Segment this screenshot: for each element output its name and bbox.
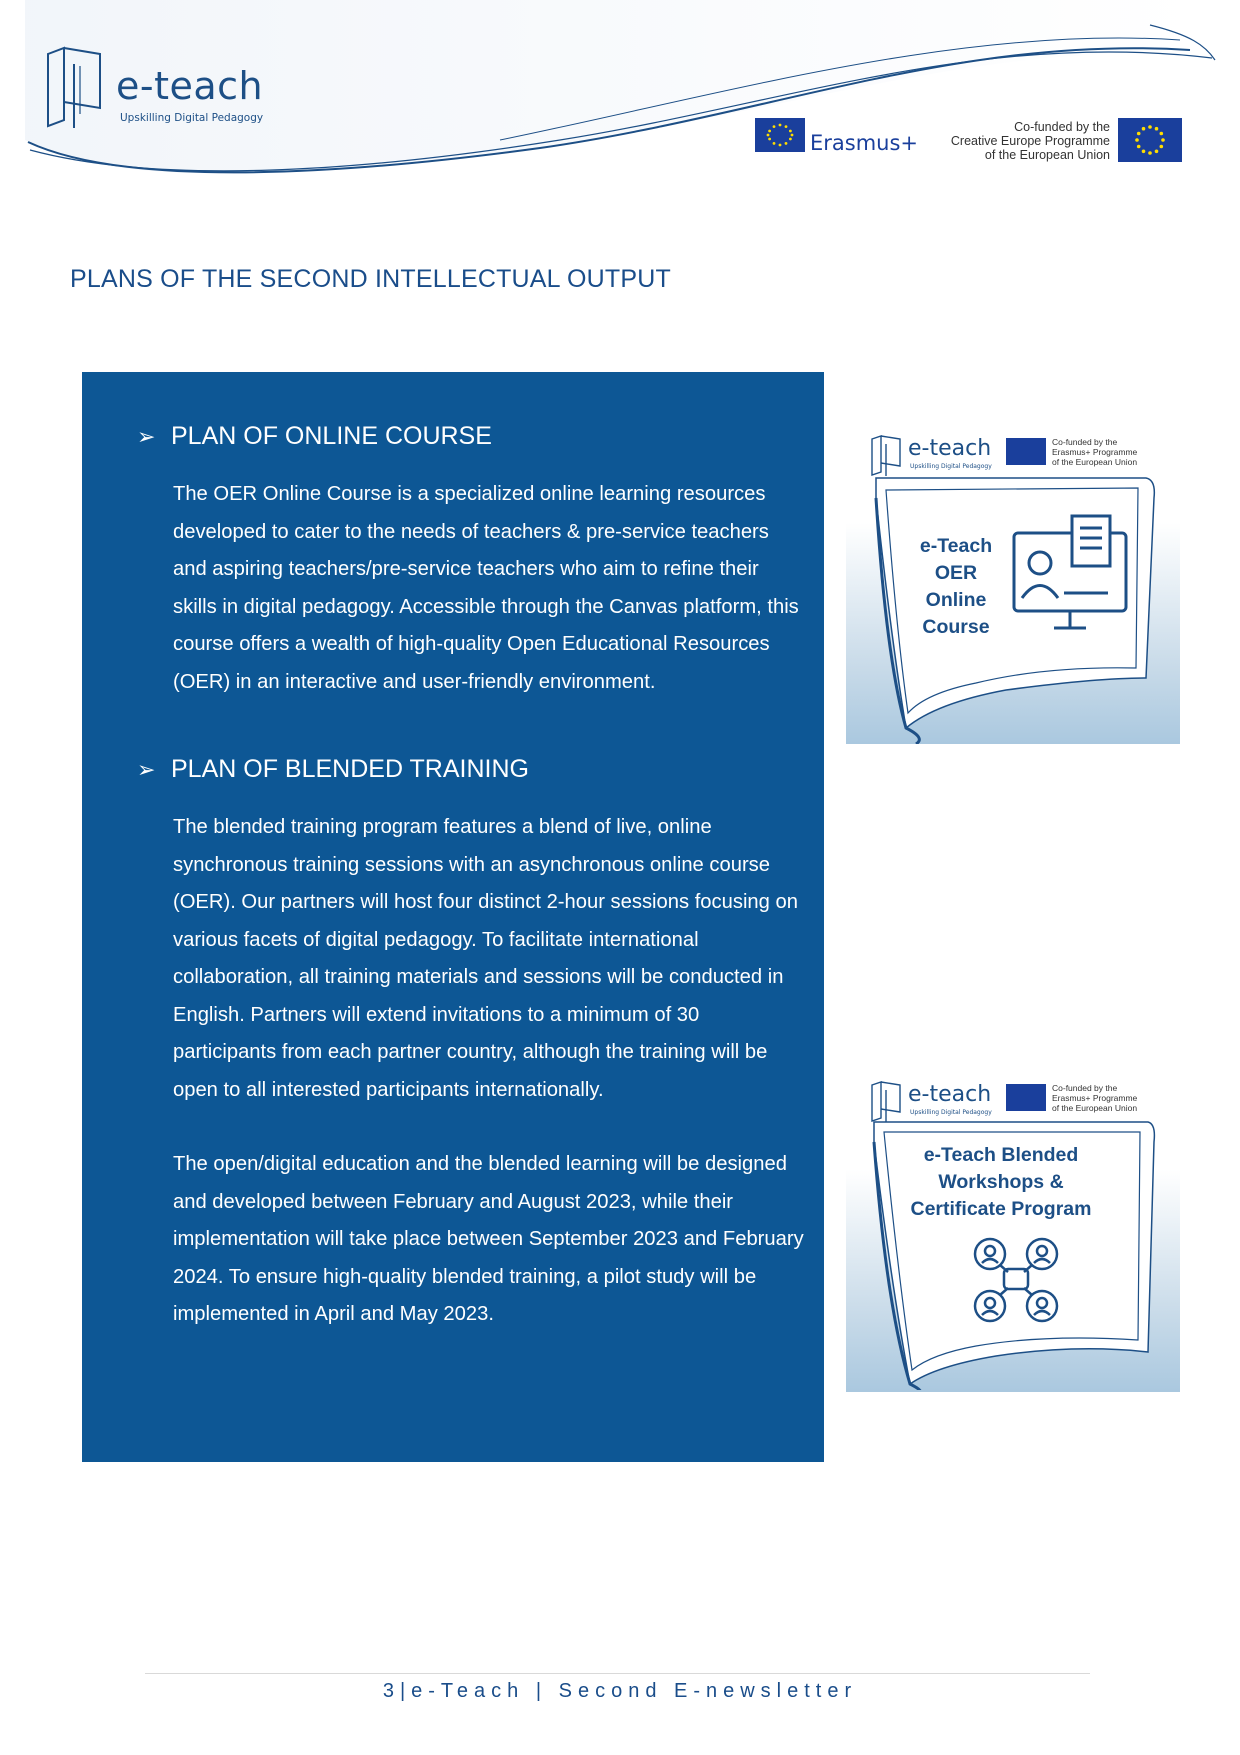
cofunded-line: of the European Union <box>1052 1103 1138 1113</box>
eteach-book-icon <box>44 44 102 128</box>
plans-panel <box>82 372 824 1462</box>
arrow-bullet-icon: ➢ <box>137 424 156 449</box>
cofunded-line: Creative Europe Programme <box>950 134 1110 148</box>
cofunded-line: Erasmus+ Programme <box>1052 1093 1138 1103</box>
arrow-bullet-icon: ➢ <box>137 757 156 782</box>
card-logo-name: e-teach <box>908 1082 992 1107</box>
eu-flag-icon <box>755 118 805 152</box>
oer-online-course-card <box>846 428 1180 744</box>
logo-tagline: Upskilling Digital Pedagogy <box>120 112 264 124</box>
cofunded-text <box>930 120 1110 162</box>
card-logo-tagline: Upskilling Digital Pedagogy <box>910 463 992 470</box>
card-title-line: Online <box>925 589 987 611</box>
eu-flag-icon <box>1118 118 1182 162</box>
card-title <box>901 1142 1101 1223</box>
cofunded-line: of the European Union <box>1052 457 1138 467</box>
section-heading-text: PLAN OF ONLINE COURSE <box>171 422 492 450</box>
card-title-line: Certificate Program <box>910 1198 1092 1220</box>
eu-flag-icon <box>1006 1084 1046 1111</box>
logo-name: e-teach <box>116 64 264 108</box>
footer-divider <box>145 1673 1090 1674</box>
section-heading-blended-training <box>137 755 529 784</box>
online-course-paragraph: The OER Online Course is a specialized online learning resources developed to cater to the needs of teachers & pre-service teachers and aspiring teachers/pre-service teachers who aim to refine their skills in digital pedagogy. Accessible through the Canvas platform, this course offers a wealth of high-quality Open Educational Resources (OER) in an interactive and user-friendly environment. <box>173 483 799 693</box>
card-logo-name: e-teach <box>908 436 992 461</box>
cofunded-line: Co-funded by the <box>1014 120 1110 134</box>
page-title: PLANS OF THE SECOND INTELLECTUAL OUTPUT <box>70 265 671 293</box>
card-title-line: Course <box>922 616 990 638</box>
timeline-paragraph: The open/digital education and the blended learning will be designed and developed between February and August 2023, while their implementation will take place between September 2023 and February 2024. To ensure high-quality blended training, a pilot study will be implemented in April and May 2023. <box>173 1153 804 1325</box>
blended-training-paragraph: The blended training program features a blend of live, online synchronous training sessions with an asynchronous online course (OER). Our partners will host four distinct 2-hour sessions focusing on various facets of digital pedagogy. To facilitate international collaboration, all training materials and sessions will be conducted in English. Partners will extend invitations to a minimum of 30 participants from each partner country, although the training will be open to all interested participants internationally. <box>173 816 798 1101</box>
card-logo-tagline: Upskilling Digital Pedagogy <box>910 1109 992 1116</box>
card-cofunded-text <box>1052 1083 1162 1113</box>
card-title <box>906 533 1006 641</box>
cofunded-line: Co-funded by the <box>1052 437 1118 447</box>
card-title-line: OER <box>934 562 978 584</box>
section-heading-text: PLAN OF BLENDED TRAINING <box>171 755 529 783</box>
section-heading-online-course <box>137 422 492 451</box>
erasmus-label: Erasmus+ <box>810 131 919 155</box>
blended-workshops-card <box>846 1074 1180 1392</box>
card-cofunded-text <box>1052 437 1162 467</box>
eteach-book-icon <box>870 1080 902 1122</box>
cofunded-line: of the European Union <box>984 148 1110 162</box>
cofunded-line: Co-funded by the <box>1052 1083 1118 1093</box>
eteach-logo <box>44 44 284 134</box>
card-title-line: e-Teach <box>919 535 993 557</box>
cofunded-line: Erasmus+ Programme <box>1052 447 1138 457</box>
card-title-line: Workshops & <box>938 1171 1064 1193</box>
footer-text: 3|e-Teach | Second E-newsletter <box>382 1680 858 1702</box>
eu-flag-icon <box>1006 438 1046 465</box>
eteach-book-icon <box>870 434 902 476</box>
card-title-line: e-Teach Blended <box>923 1144 1079 1166</box>
